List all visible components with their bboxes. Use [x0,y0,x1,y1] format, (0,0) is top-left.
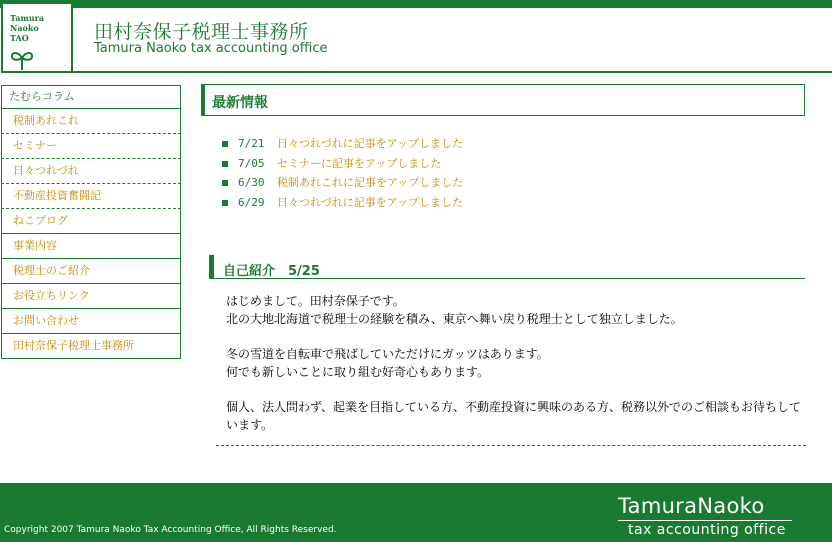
news-link[interactable]: 税制あれこれに記事をアップしました [277,176,464,189]
sidebar-item[interactable]: 税制あれこれ [1,109,181,134]
sidebar-item[interactable]: お問い合わせ [1,309,181,334]
site-logo[interactable] [1,2,73,73]
news-item [222,174,463,194]
news-date: 7/05 [238,156,265,170]
sidebar-item[interactable]: 日々つれづれ [1,159,181,184]
square-bullet-icon [222,180,228,186]
news-list [222,135,463,213]
intro-paragraph: 個人、法人問わず、起業を目指している方、不動産投資に興味のある方、税務以外でのご相談もお待ちしています。 [226,400,802,432]
square-bullet-icon [222,161,228,167]
header-top-bar [0,0,832,8]
sidebar-item[interactable]: セミナー [1,134,181,159]
news-link[interactable]: 日々つれづれに記事をアップしました [277,137,464,150]
sidebar-item[interactable]: 田村奈保子税理士事務所 [1,334,181,359]
sprout-icon [9,48,35,72]
sidebar-item[interactable]: 税理士のご紹介 [1,259,181,284]
footer-brand-underline [618,520,792,521]
news-item [222,135,463,155]
intro-section-header [209,255,805,279]
square-bullet-icon [222,141,228,147]
news-item [222,155,463,175]
sidebar-item[interactable]: 不動産投資奮闘記 [1,184,181,209]
footer-copyright: Copyright 2007 Tamura Naoko Tax Accounting Office, All Rights Reserved. [4,525,337,535]
intro-paragraph: はじめまして。田村奈保子です。 北の大地北海道で税理士の経験を積み、東京へ舞い戻り税理士として独立しました。 [226,294,683,326]
news-section-header [201,84,805,116]
sidebar-item[interactable]: ねこブログ [1,209,181,234]
site-subtitle: Tamura Naoko tax accounting office [94,41,328,56]
sidebar-item[interactable]: 事業内容 [1,234,181,259]
intro-divider [216,445,806,446]
sidebar-nav [1,85,181,359]
intro-body [226,292,802,451]
news-date: 7/21 [238,137,265,150]
intro-paragraph: 冬の雪道を自転車で飛ばしていただけにガッツはあります。 何でも新しいことに取り組む好奇心もあります。 [226,347,549,379]
logo-text: Tamura Naoko TAO [10,13,45,43]
footer-brand-tagline: tax accounting office [628,522,786,538]
square-bullet-icon [222,200,228,206]
sidebar-item[interactable]: たむらコラム [1,85,181,109]
news-date: 6/29 [238,195,265,209]
footer-brand-logo: TamuraNaoko [618,494,765,518]
footer [0,483,832,542]
intro-title: 自己紹介 5/25 [223,264,320,279]
site-title: 田村奈保子税理士事務所 [94,21,309,43]
news-link[interactable]: 日々つれづれに記事をアップしました [277,195,464,209]
sidebar-item[interactable]: お役立ちリンク [1,284,181,309]
news-date: 6/30 [238,176,265,189]
header-divider [73,71,832,73]
news-heading: 最新情報 [212,95,268,111]
news-item [222,194,463,214]
news-link[interactable]: セミナーに記事をアップしました [277,156,442,170]
